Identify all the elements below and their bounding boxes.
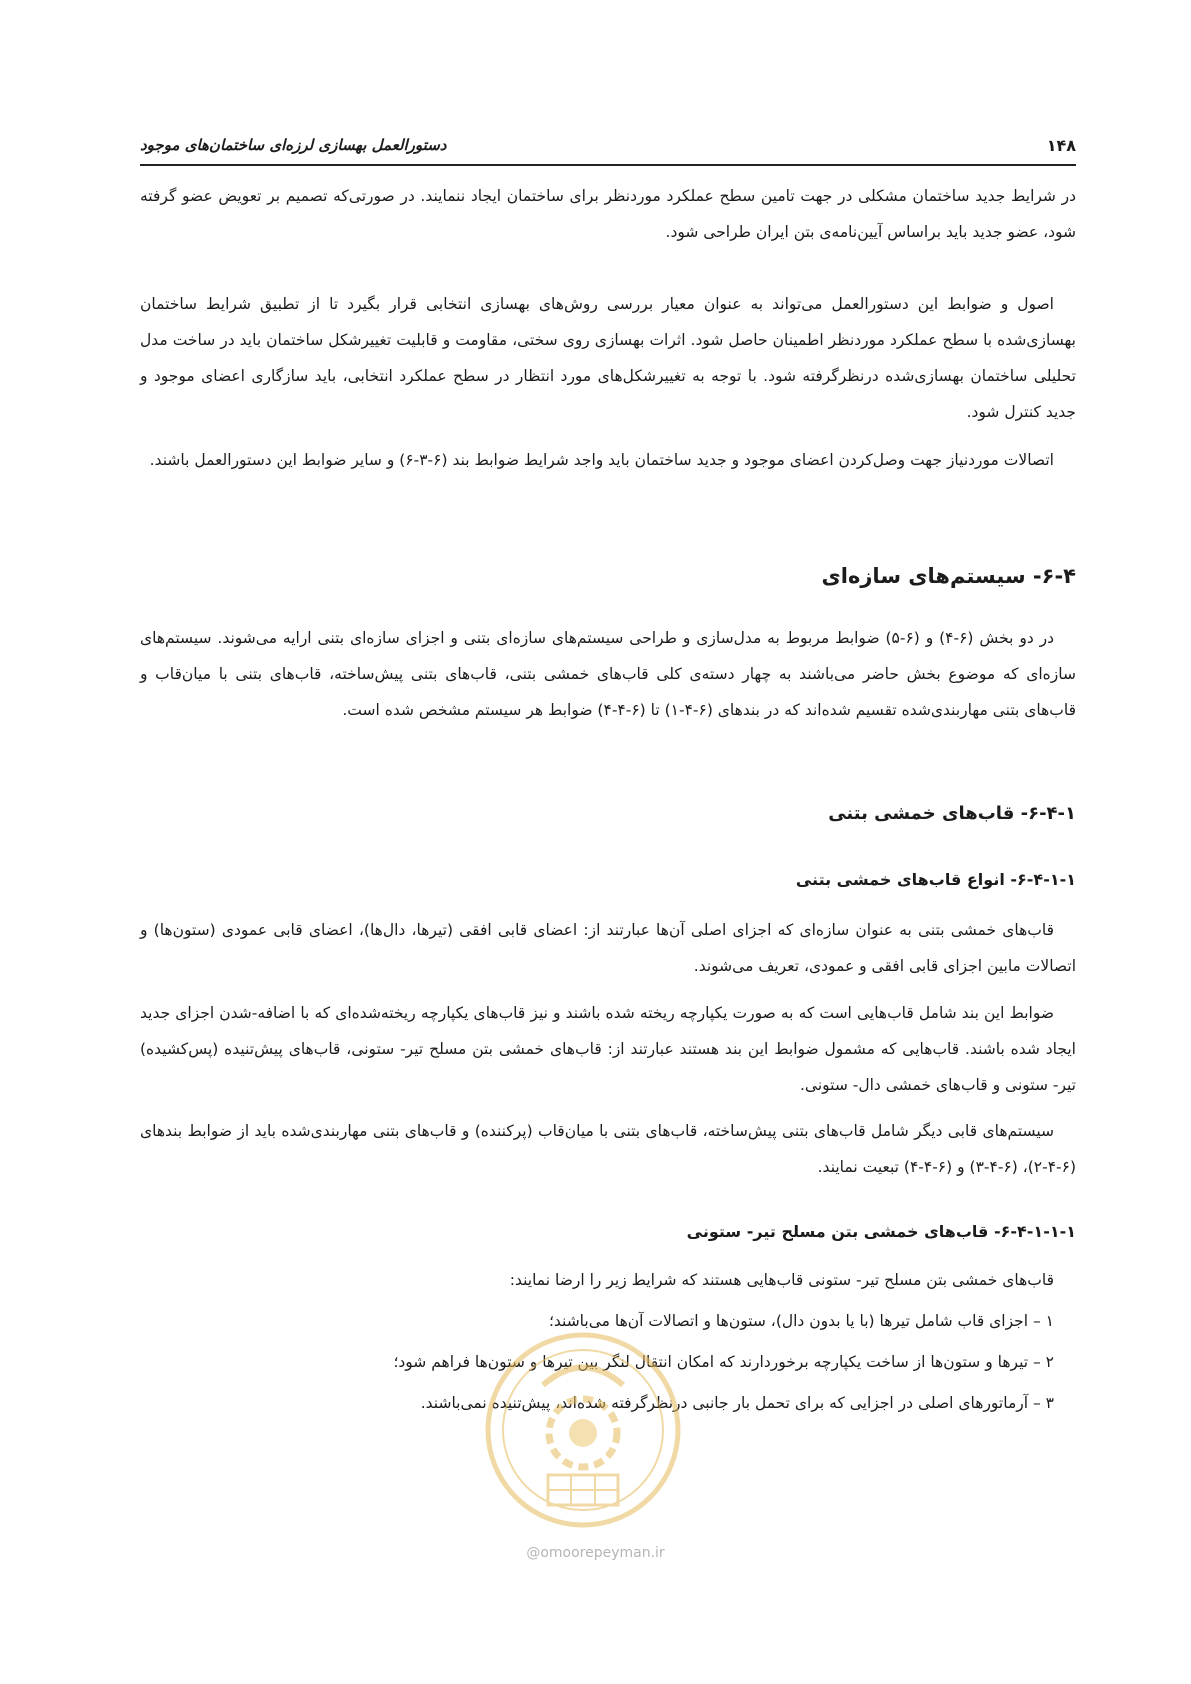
- list-item: ۲ – تیرها و ستون‌ها از ساخت یکپارچه برخوردارند که امکان انتقال لنگر بین تیرها و ستون‌ها فراهم شود؛: [393, 1353, 1054, 1371]
- header-divider: [140, 164, 1076, 166]
- clause-heading: ۶-۴-۱-۱-۱- قاب‌های خمشی بتن مسلح تیر- ستونی: [686, 1222, 1076, 1241]
- section-heading: ۶-۴- سیستم‌های سازه‌ای: [821, 564, 1076, 588]
- list-item: ۱ – اجزای قاب شامل تیرها (با یا بدون دال)، ستون‌ها و اتصالات آن‌ها می‌باشند؛: [548, 1312, 1054, 1330]
- paragraph-intro: در شرایط جدید ساختمان مشکلی در جهت تامین سطح عملکرد موردنظر برای ساختمان ایجاد ننمایند. در صورتی‌که تصمیم بر تعویض عضو گرفته شود، عضو جدید باید براساس آیین‌نامه‌ی بتن ایران طراحی شود.: [140, 187, 1076, 241]
- subsubsection-heading: ۶-۴-۱-۱- انواع قاب‌های خمشی بتنی: [795, 870, 1076, 889]
- paragraph-connections: اتصالات موردنیاز جهت وصل‌کردن اعضای موجود و جدید ساختمان باید واجد شرایط ضوابط بند (۶-۳-۶) و سایر ضوابط این دستورالعمل باشند.: [149, 451, 1054, 469]
- paragraph-systems: در دو بخش (۶-۴) و (۶-۵) ضوابط مربوط به مدل‌سازی و طراحی سیستم‌های سازه‌ای بتنی و اجزای سازه‌ای بتنی ارایه می‌شوند. سیستم‌های سازه‌ای که موضوع بخش حاضر می‌باشند به چهار دسته‌ی کلی قاب‌های خمشی بتنی، قاب‌های بتنی پیش‌ساخته، قاب‌های بتنی با میان‌قاب و قاب‌های بتنی مهاربندی‌شده تقسیم شده‌اند که در بندهای (۶-۴-۱) تا (۶-۴-۴) ضوابط هر سیستم مشخص شده است.: [140, 629, 1076, 719]
- paragraph-principles: اصول و ضوابط این دستورالعمل می‌تواند به عنوان معیار بررسی روش‌های بهسازی انتخابی قرار بگیرد تا از تطبیق شرایط ساختمان بهسازی‌شده با سطح عملکرد موردنظر اطمینان حاصل شود. اثرات بهسازی روی سختی، مقاومت و قابلیت تغییرشکل ساختمان باید در ساخت مدل تحلیلی ساختمان بهسازی‌شده درنظرگرفته شود. با توجه به تغییرشکل‌های مورد انتظار در سطح عملکرد انتخابی، باید سازگاری اعضای موجود و جدید کنترل شود.: [140, 295, 1076, 421]
- publisher-logo-watermark: [478, 1325, 688, 1535]
- at-icon: @: [526, 1545, 541, 1561]
- list-item: ۳ – آرماتورهای اصلی در اجزایی که برای تحمل بار جانبی درنظرگرفته شده‌اند، پیش‌تنیده نمی‌باشند.: [420, 1394, 1054, 1412]
- book-title: دستورالعمل بهسازی لرزه‌ای ساختمان‌های موجود: [140, 136, 447, 154]
- paragraph-scope: ضوابط این بند شامل قاب‌هایی است که به صورت یکپارچه ریخته شده باشند و نیز قاب‌های یکپارچه ریخته‌شده‌ای که با اضافه-شدن اجزای جدید ایجاد شده باشند. قاب‌هایی که مشمول ضوابط این بند هستند عبارتند از: قاب‌های خمشی بتن مسلح تیر- ستونی، قاب‌های پیش‌تنیده (پس‌کشیده) تیر- ستونی و قاب‌های خمشی دال- ستونی.: [140, 1004, 1076, 1094]
- subsection-heading: ۶-۴-۱- قاب‌های خمشی بتنی: [828, 803, 1076, 824]
- watermark-url: @omoorepeyman.ir: [526, 1545, 665, 1561]
- paragraph-conditions: قاب‌های خمشی بتن مسلح تیر- ستونی قاب‌هایی هستند که شرایط زیر را ارضا نمایند:: [509, 1271, 1054, 1289]
- paragraph-other-systems: سیستم‌های قابی دیگر شامل قاب‌های بتنی پیش‌ساخته، قاب‌های بتنی با میان‌قاب (پرکننده) و قاب‌های بتنی مهاربندی‌شده باید از ضوابط بندهای (۶-۴-۲)، (۶-۴-۳) و (۶-۴-۴) تبعیت نمایند.: [140, 1122, 1076, 1176]
- page-header: [140, 136, 1076, 166]
- page-number: ۱۴۸: [1046, 136, 1076, 155]
- paragraph-definition: قاب‌های خمشی بتنی به عنوان سازه‌ای که اجزای اصلی آن‌ها عبارتند از: اعضای قابی افقی (تیرها، دال‌ها)، اعضای قابی عمودی (ستون‌ها) و اتصالات مابین اجزای قابی افقی و عمودی، تعریف می‌شوند.: [140, 921, 1076, 975]
